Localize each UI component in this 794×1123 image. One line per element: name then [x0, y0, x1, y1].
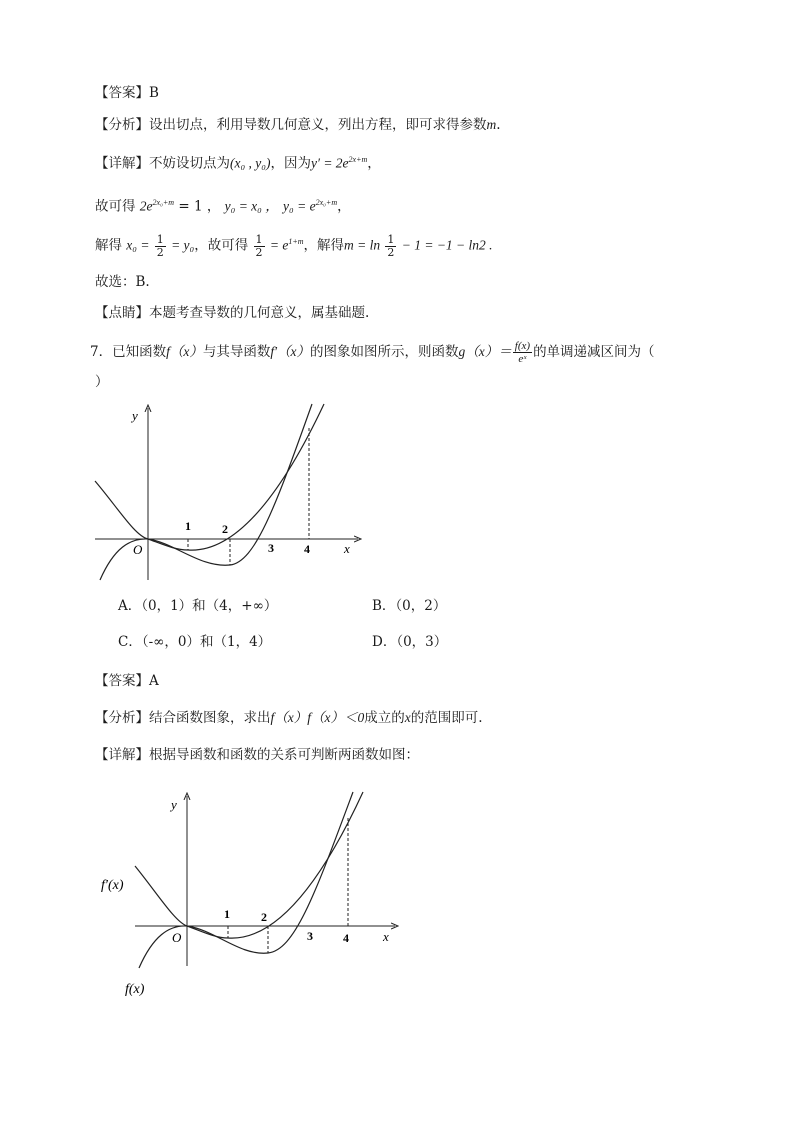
detail2-tag: 【详解】: [95, 747, 149, 763]
solve-tail: − 1 = −1 − ln2 .: [401, 237, 493, 253]
tick-4: 4: [304, 542, 310, 556]
label-f-prime: f′(x): [101, 878, 124, 893]
detail-deriv-exp: 2x+m: [348, 155, 368, 164]
analysis-text: 设出切点，利用导数几何意义，列出方程，即可求得参数: [149, 117, 487, 133]
option-c: C．（-∞，0）和（1，4）: [118, 634, 272, 650]
option-b: B．（0，2）: [372, 598, 447, 614]
label-y: y: [171, 797, 177, 812]
fraction-half-1: $\frac{1}{2}$: [156, 232, 164, 259]
solve-line: [95, 232, 493, 259]
comment-line: [95, 303, 369, 323]
eq-b: y₀ = x₀ ，: [224, 198, 279, 214]
solve-eq-y0: = y₀: [171, 237, 195, 253]
function-graph-1: [90, 398, 370, 588]
detail-deriv: y′ = 2e: [311, 155, 349, 171]
analysis-line-1: [95, 115, 501, 135]
eq-a: 2e: [139, 198, 153, 214]
solve-eq-e: = e: [269, 237, 289, 253]
solve-x0: x₀ =: [126, 237, 150, 253]
analysis-tag: 【分析】: [95, 117, 149, 133]
equation-line: [95, 193, 351, 217]
detail-tag: 【详解】: [95, 155, 149, 172]
q7-d: 的单调递减区间为（: [533, 344, 655, 360]
detail-line-2: [95, 745, 419, 765]
analysis-line-2: [95, 708, 483, 728]
analysis2-end: 的范围即可.: [410, 710, 483, 726]
answer-line-2: [95, 671, 159, 691]
tick-3: 3: [268, 541, 274, 555]
q7-g-fraction: $\frac{f(x)}{\text{eˣ}}$: [514, 340, 531, 365]
detail-point: (x₀ , y₀): [230, 155, 271, 171]
answer-tag: 【答案】: [95, 85, 149, 101]
answer2-value: A: [149, 673, 159, 689]
answer2-tag: 【答案】: [95, 673, 149, 689]
solve-pre: 解得: [95, 237, 122, 254]
q7-gx: g（x）＝: [458, 344, 512, 359]
detail-mid: ，因为: [270, 155, 311, 172]
question-7-line-1: [90, 340, 655, 365]
detail-end: ，: [367, 155, 381, 172]
tick-1: 1: [224, 907, 230, 921]
curve-f: [100, 404, 312, 580]
q7-b: 与其导函数: [202, 344, 271, 360]
answer-line-1: [95, 83, 159, 103]
label-x: x: [383, 929, 389, 944]
q7-fpx: f′（x）: [270, 344, 311, 359]
tick-4: 4: [343, 931, 349, 945]
detail-line-1: [95, 150, 381, 174]
eq-c-exp: 2x₀+m: [315, 198, 338, 207]
eq-a-rhs: = 1 ，: [174, 198, 221, 215]
q7-c: 的图象如图所示，则函数: [310, 344, 459, 360]
question-7-line-2: ）: [95, 374, 109, 390]
fraction-half-2: $\frac{1}{2}$: [255, 232, 263, 259]
label-y: y: [132, 408, 138, 423]
function-graph-2: [95, 788, 405, 1003]
analysis-end: .: [496, 117, 501, 133]
detail-text: 不妨设切点为: [149, 155, 230, 172]
analysis2-tail: 成立的: [364, 710, 405, 726]
solve-mid2: ，解得: [303, 237, 344, 254]
fraction-half-3: $\frac{1}{2}$: [387, 232, 395, 259]
choose-line: 故选：B.: [95, 274, 150, 290]
label-x: x: [344, 541, 350, 556]
option-d: D．（0，3）: [372, 634, 448, 650]
tick-2: 2: [261, 910, 267, 924]
curve-f-prime: [95, 404, 324, 550]
tick-2: 2: [222, 522, 228, 536]
q7-a: 7．已知函数: [90, 344, 167, 360]
solve-e-exp: 1+m: [288, 237, 304, 246]
label-origin: O: [172, 930, 182, 945]
curve-f-prime: [135, 792, 363, 938]
eq-end: ，: [337, 198, 351, 215]
detail2-text: 根据导函数和函数的关系可判断两函数如图：: [149, 747, 419, 763]
analysis2-expr: f（x）f（x）＜0: [270, 710, 365, 725]
analysis2-var: x: [404, 710, 411, 725]
comment-tag: 【点睛】: [95, 305, 149, 321]
comment-text: 本题考查导数的几何意义，属基础题.: [149, 305, 370, 321]
analysis-var: m: [486, 117, 497, 132]
tick-1: 1: [185, 519, 191, 533]
eq-c: y₀ = e: [283, 198, 316, 214]
answer-value: B: [149, 85, 159, 101]
solve-mid: ，故可得: [194, 237, 249, 254]
q7-fx: f（x）: [166, 344, 203, 359]
eq-pre: 故可得: [95, 198, 136, 215]
eq-a-exp: 2x₀+m: [152, 198, 175, 207]
option-a: A．（0，1）和（4，+∞）: [118, 598, 278, 614]
label-f: f(x): [125, 982, 145, 997]
analysis2-tag: 【分析】: [95, 710, 149, 726]
solve-m-eq: m = ln: [344, 237, 381, 253]
label-origin: O: [133, 542, 143, 557]
analysis2-text: 结合函数图象，求出: [149, 710, 271, 726]
tick-3: 3: [307, 929, 313, 943]
